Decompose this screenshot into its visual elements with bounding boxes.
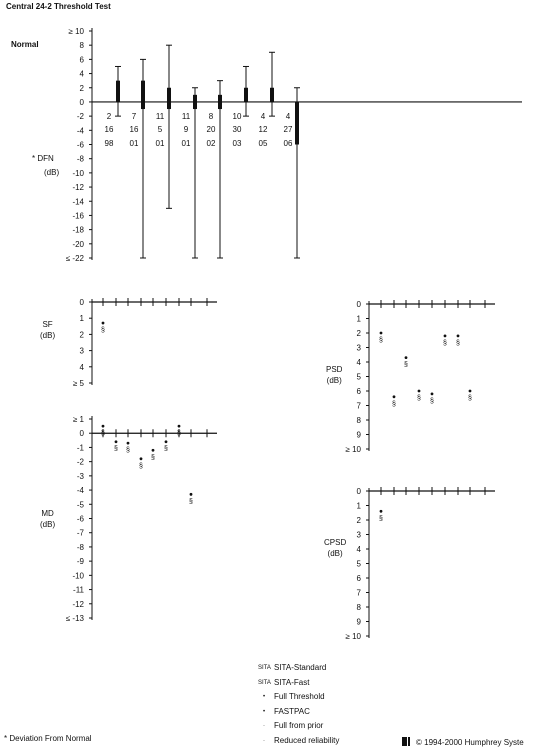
box-body [295, 102, 299, 145]
exam-month-label: 11 [181, 112, 191, 121]
y-tick-label: -14 [72, 197, 84, 207]
legend-symbol: • [262, 694, 266, 700]
y-tick-label: 2 [79, 83, 84, 93]
data-point [431, 393, 434, 396]
y-tick-label: 1 [356, 314, 361, 324]
box-body [270, 88, 274, 102]
y-tick-label: 4 [356, 545, 361, 554]
y-tick-label: 0 [79, 298, 84, 307]
exam-year-label: 06 [283, 139, 293, 148]
exam-month-label: 8 [208, 112, 214, 121]
box-body [193, 95, 197, 109]
y-tick-label: 7 [356, 401, 361, 411]
data-point-glyph: § [189, 498, 193, 506]
legend-item [258, 661, 339, 676]
y-tick-label: -2 [76, 112, 84, 122]
y-tick-label: 0 [79, 97, 84, 107]
y-tick-label: 6 [79, 55, 84, 65]
legend-symbol: SITA [258, 665, 271, 671]
y-tick-label: 4 [356, 358, 361, 367]
legend-symbol: SITA [258, 679, 271, 686]
exam-day-label: 5 [157, 125, 163, 134]
dfn-axis-label: * DFN [32, 154, 54, 163]
data-point-glyph: § [392, 400, 396, 408]
cpsd-unit: (dB) [327, 549, 343, 558]
copyright-line [402, 737, 524, 747]
legend-item [258, 705, 339, 720]
legend-item [258, 719, 339, 734]
y-tick-label: 8 [356, 603, 361, 612]
y-tick-label: -16 [72, 211, 84, 221]
y-tick-label: 0 [79, 429, 84, 439]
exam-year-label: 01 [181, 139, 191, 148]
y-tick-label: 0 [356, 300, 361, 309]
y-tick-label: -12 [72, 599, 84, 609]
data-point [102, 425, 105, 428]
y-tick-label: -5 [76, 500, 84, 510]
y-tick-label: 8 [79, 41, 84, 51]
data-point [457, 335, 460, 338]
cpsd-label: CPSD [324, 538, 347, 547]
box-body [116, 81, 120, 102]
legend-label: Reduced reliability [274, 735, 340, 745]
y-tick-label: -9 [76, 557, 84, 567]
data-point-glyph: § [379, 515, 383, 523]
y-tick-label: 1 [356, 501, 361, 511]
md-unit: (dB) [40, 520, 56, 529]
exam-day-label: 30 [232, 125, 242, 134]
y-tick-label: 8 [356, 416, 361, 425]
y-tick-label: 3 [356, 530, 361, 540]
data-point-glyph: § [164, 445, 168, 453]
data-point [444, 335, 447, 338]
y-tick-label: -20 [72, 239, 84, 249]
block-mark [402, 737, 407, 746]
sf-unit: (dB) [40, 331, 56, 340]
data-point-glyph: § [443, 339, 447, 347]
data-point [178, 425, 181, 428]
exam-year-label: 98 [104, 139, 114, 148]
y-tick-label: -2 [76, 457, 84, 467]
y-tick-label: -4 [76, 126, 84, 136]
exam-year-label: 02 [206, 139, 216, 148]
data-point-glyph: § [126, 447, 130, 455]
data-point [127, 442, 130, 445]
y-tick-label: -11 [73, 585, 84, 595]
legend-label: SITA-Standard [274, 663, 327, 672]
exam-month-label: 4 [285, 112, 291, 121]
legend-item [258, 690, 339, 705]
legend [258, 661, 339, 748]
y-tick-label: 6 [356, 387, 361, 396]
data-point-glyph: § [101, 327, 105, 335]
data-point [152, 449, 155, 452]
y-tick-label: 5 [356, 372, 361, 382]
y-tick-label: -4 [76, 486, 84, 496]
y-tick-label: 3 [356, 343, 361, 353]
data-point-glyph: § [430, 397, 434, 405]
data-point [380, 332, 383, 335]
legend-label: Full Threshold [274, 692, 325, 701]
box-body [218, 95, 222, 109]
exam-day-label: 16 [129, 125, 139, 134]
y-tick-label: -6 [76, 514, 84, 524]
y-tick-label: -6 [76, 140, 84, 150]
box-body [167, 88, 171, 109]
box-body [141, 81, 145, 109]
chart-title: Central 24-2 Threshold Test [6, 2, 111, 11]
data-point-glyph: § [468, 395, 472, 402]
y-tick-label: 6 [356, 574, 361, 583]
y-tick-label: 4 [79, 362, 84, 372]
y-tick-label: -1 [76, 443, 84, 453]
y-tick-label: -10 [72, 168, 84, 178]
y-tick-label: -7 [76, 528, 84, 538]
legend-item [258, 676, 339, 691]
data-point-glyph: § [151, 454, 155, 462]
y-tick-label: 1 [79, 314, 84, 324]
y-tick-label: -18 [72, 225, 84, 235]
y-tick-label: 9 [356, 617, 361, 627]
data-point-glyph: § [404, 361, 408, 369]
y-tick-label: 4 [79, 69, 84, 79]
legend-label: FASTPAC [274, 706, 310, 716]
psd-unit: (dB) [326, 376, 342, 385]
data-point [190, 493, 193, 496]
data-point [393, 395, 396, 398]
y-tick-label: -8 [76, 542, 84, 552]
data-point-glyph: § [139, 462, 143, 470]
exam-year-label: 03 [232, 139, 242, 148]
exam-year-label: 01 [129, 139, 139, 148]
data-point-glyph: § [417, 395, 421, 402]
data-point [102, 322, 105, 325]
y-tick-label: ≥ 10 [68, 27, 84, 36]
data-point-glyph: § [114, 445, 118, 453]
exam-year-label: 05 [258, 139, 268, 148]
box-body [244, 88, 248, 102]
data-point [140, 457, 143, 460]
legend-symbol: • [262, 708, 266, 715]
data-point [469, 390, 472, 393]
normal-label: Normal [11, 40, 39, 49]
data-point-glyph: § [177, 430, 181, 438]
exam-day-label: 16 [104, 125, 114, 134]
exam-month-label: 4 [260, 112, 266, 121]
y-tick-label: -3 [76, 471, 84, 481]
psd-label: PSD [326, 365, 343, 374]
y-tick-label: ≥ 1 [72, 415, 84, 424]
exam-day-label: 27 [283, 125, 293, 134]
exam-day-label: 12 [258, 125, 268, 134]
y-tick-label: ≤ -13 [65, 614, 84, 623]
data-point [405, 356, 408, 359]
data-point-glyph: § [379, 337, 383, 344]
y-tick-label: -12 [72, 183, 84, 193]
y-tick-label: 2 [356, 516, 361, 525]
y-tick-label: 2 [356, 329, 361, 338]
data-point [115, 440, 118, 443]
exam-day-label: 20 [206, 125, 216, 134]
y-tick-label: 5 [356, 559, 361, 569]
copyright-text: © 1994-2000 Humphrey Syste [416, 738, 524, 747]
block-mark [408, 737, 410, 746]
y-tick-label: ≤ -22 [65, 254, 84, 263]
legend-symbol: · [263, 737, 265, 744]
exam-month-label: 2 [106, 112, 112, 121]
data-point [165, 440, 168, 443]
md-label: MD [41, 509, 54, 518]
y-tick-label: 2 [79, 330, 84, 340]
y-tick-label: 3 [79, 346, 84, 356]
legend-label: SITA-Fast [274, 677, 310, 687]
legend-label: Full from prior [274, 721, 324, 730]
y-tick-label: 7 [356, 588, 361, 598]
exam-year-label: 01 [155, 139, 165, 148]
data-point-glyph: § [456, 339, 460, 347]
legend-item [258, 734, 339, 749]
footnote: * Deviation From Normal [4, 734, 92, 743]
legend-symbol: · [263, 723, 265, 729]
sf-label: SF [42, 320, 53, 329]
y-tick-label: 9 [356, 430, 361, 440]
data-point-glyph: § [101, 430, 105, 438]
dfn-axis-unit: (dB) [44, 168, 60, 177]
y-tick-label: -8 [76, 154, 84, 164]
exam-month-label: 7 [131, 112, 137, 121]
exam-month-label: 10 [232, 112, 242, 121]
y-tick-label: ≥ 10 [345, 445, 361, 454]
y-tick-label: ≥ 10 [345, 632, 361, 641]
y-tick-label: 0 [356, 487, 361, 496]
y-tick-label: ≥ 5 [72, 379, 84, 388]
exam-month-label: 11 [155, 112, 165, 121]
y-tick-label: -10 [72, 571, 84, 581]
exam-day-label: 9 [183, 125, 189, 134]
data-point [380, 510, 383, 513]
data-point [418, 390, 421, 393]
